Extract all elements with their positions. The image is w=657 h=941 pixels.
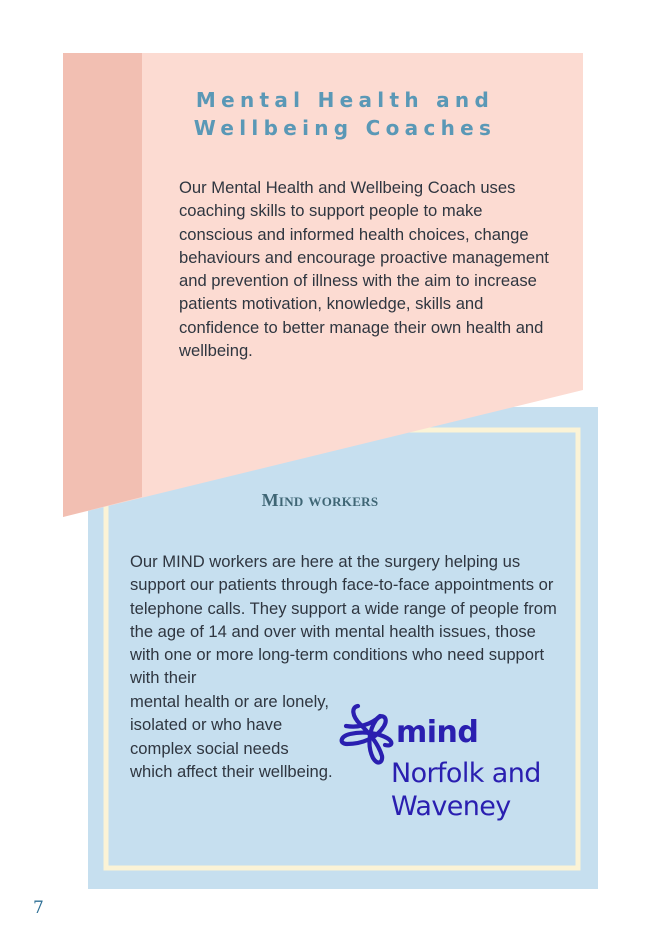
mind-logo-wordmark: mind xyxy=(396,715,479,750)
coach-section-body: Our Mental Health and Wellbeing Coach uses coaching skills to support people to make conscious and informed health choices, change behaviours and encourage proactive management and prevention of illness with the aim to increase patients motivation, knowledge, skills and confidence to better manage their own health and wellbeing. xyxy=(179,178,549,361)
mind-section-body-continued: mental health or are lonely, isolated or who have complex social needs which affect their wellbeing. xyxy=(130,692,333,781)
mind-norfolk-waveney-logo xyxy=(338,700,568,832)
salmon-band xyxy=(63,53,142,517)
mind-logo-star-mark xyxy=(342,706,392,762)
mind-section-title: Mind workers xyxy=(261,490,379,510)
mind-section-body: Our MIND workers are here at the surgery helping us support our patients through face-to-face appointments or telephone calls. They support a wide range of people from the age of 14 and over with mental health issues, those with one or more long-term conditions who need support with their xyxy=(130,552,557,688)
mind-logo-line-2: Waveney xyxy=(391,791,511,822)
coach-section-title: Mental Health and Wellbeing Coaches xyxy=(193,88,497,140)
page-number: 7 xyxy=(33,898,44,918)
mind-logo-line-1: Norfolk and xyxy=(391,758,541,789)
